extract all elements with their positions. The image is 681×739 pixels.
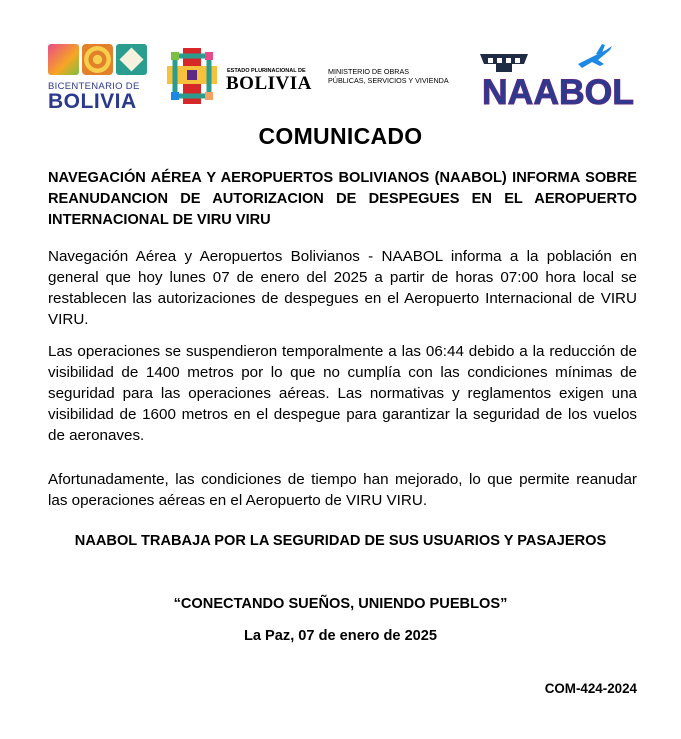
tile-pattern-icon	[48, 44, 79, 75]
ministerio-line-2: PÚBLICAS, SERVICIOS Y VIVIENDA	[328, 76, 449, 85]
paragraph-1: Navegación Aérea y Aeropuertos Bolivianos - NAABOL informa a la población en general que hoy lunes 07 de enero del 2025 a partir de horas 07:00 hora local se restablecen las autorizaciones de despegues en el Aeropuerto Internacional de VIRU VIRU.	[48, 248, 637, 328]
paragraph-2: Las operaciones se suspendieron temporalmente a las 06:44 debido a la reducción de visibilidad de 1400 metros por lo que no cumplía con las condiciones mínimas de seguridad para las operaciones aéreas. Las normativas y reglamentos exigen una visibilidad de 1600 metros en el despegue para garantizar la seguridad de los vuelos de aeronaves.	[48, 343, 637, 444]
paragraph-3: Afortunadamente, las condiciones de tiempo han mejorado, lo que permite reanudar las operaciones aéreas en el Aeropuerto de VIRU VIRU.	[48, 471, 637, 509]
estado-plurinacional-logo	[165, 46, 315, 112]
bicentenario-big-text: BOLIVIA	[48, 90, 137, 113]
naabol-wordmark-text: NAABOL	[482, 73, 634, 112]
place-date: La Paz, 07 de enero de 2025	[243, 628, 438, 644]
document-code: COM-424-2024	[544, 681, 637, 696]
motto: “CONECTANDO SUEÑOS, UNIENDO PUEBLOS”	[173, 596, 508, 612]
bicentenario-tiles	[48, 44, 158, 75]
estado-big-text: BOLIVIA	[226, 73, 312, 94]
spiral-pattern-icon	[82, 44, 113, 75]
safety-slogan: NAABOL TRABAJA POR LA SEGURIDAD DE SUS USUARIOS Y PASAJEROS	[74, 533, 607, 549]
estado-small-text: ESTADO PLURINACIONAL DE	[227, 68, 306, 74]
ministerio-text	[328, 67, 449, 85]
diamond-pattern-icon	[116, 44, 147, 75]
naabol-logo	[478, 40, 638, 112]
header-logos	[0, 0, 681, 125]
bicentenario-logo	[48, 44, 158, 120]
naabol-wordmark	[478, 40, 638, 112]
chakana-crest-icon	[165, 46, 219, 106]
page-title: COMUNICADO	[258, 123, 423, 149]
bicentenario-small-text: BICENTENARIO DE	[48, 81, 140, 92]
announcement-heading: NAVEGACIÓN AÉREA Y AEROPUERTOS BOLIVIANOS (NAABOL) INFORMA SOBRE REANUDANCION DE AUTORIZACION DE DESPEGUES EN EL AEROPUERTO INTERNACIONAL DE VIRU VIRU	[48, 170, 637, 228]
ministerio-line-1: MINISTERIO DE OBRAS	[328, 67, 410, 76]
